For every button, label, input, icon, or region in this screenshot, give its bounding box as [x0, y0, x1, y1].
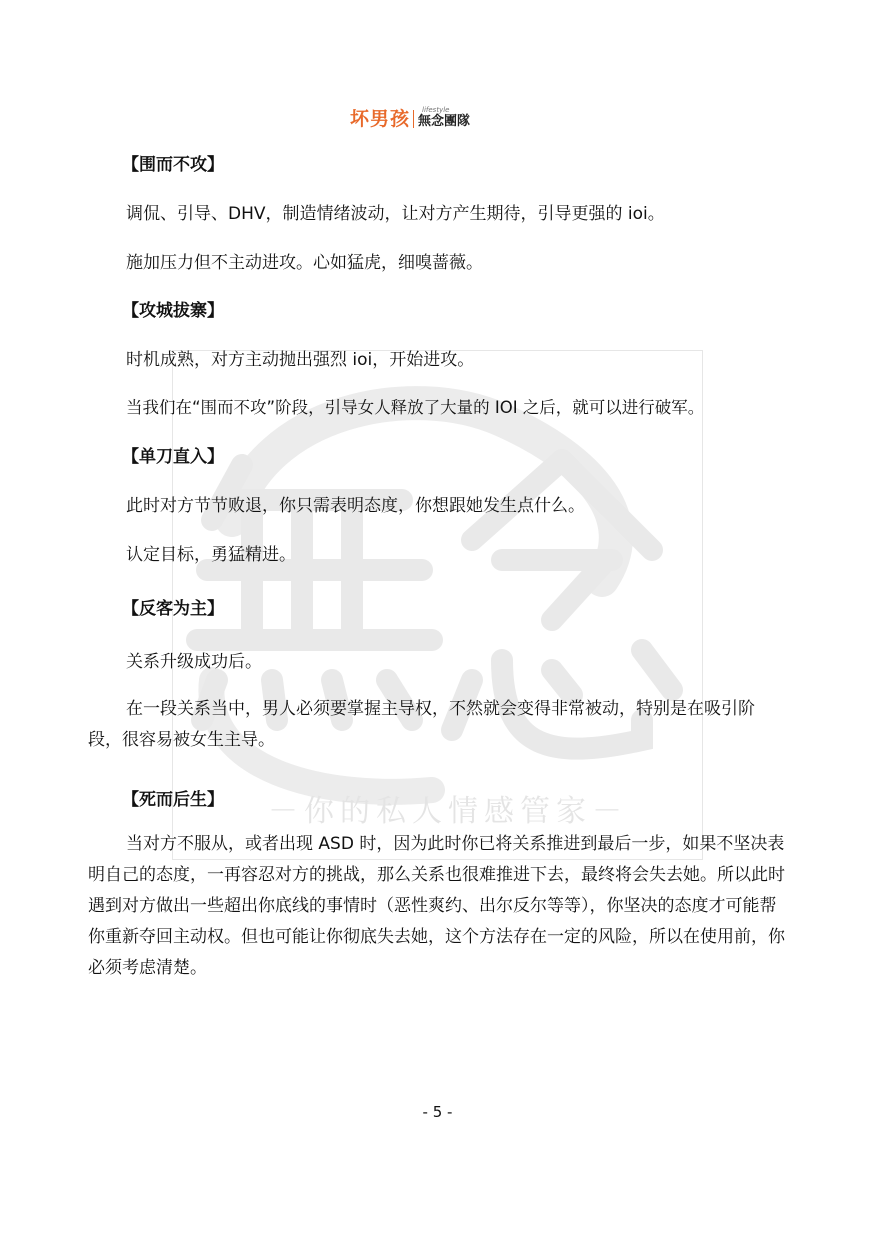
paragraph: 关系升级成功后。: [126, 652, 262, 672]
paragraph: 此时对方节节败退，你只需表明态度，你想跟她发生点什么。: [126, 496, 585, 516]
paragraph: 调侃、引导、DHV，制造情绪波动，让对方产生期待，引导更强的 ioi。: [126, 204, 665, 224]
section-heading: 【死而后生】: [122, 790, 224, 810]
logo-divider: [413, 110, 414, 128]
paragraph: 认定目标，勇猛精进。: [126, 545, 296, 565]
watermark-caption: －你的私人情感管家－: [268, 794, 628, 829]
watermark-logo: [172, 350, 703, 860]
header-logo: [350, 104, 470, 130]
section-heading: 【攻城拔寨】: [122, 301, 224, 321]
section-heading: 【反客为主】: [122, 599, 224, 619]
brand-name: 坏男孩: [350, 108, 411, 130]
paragraph: 时机成熟，对方主动抛出强烈 ioi，开始进攻。: [126, 350, 475, 370]
section-heading: 【单刀直入】: [122, 447, 224, 467]
paragraph: 当对方不服从，或者出现 ASD 时，因为此时你已将关系推进到最后一步，如果不坚决表明自己的态度，一再容忍对方的挑战，那么关系也很难推进下去，最终将会失去她。所以此时遇到对方做出一些超出你底线的事情时（恶性爽约、出尔反尔等等），你坚决的态度才可能帮你重新夺回主动权。但也可能让你彻底失去她，这个方法存在一定的风险，所以在使用前，你必须考虑清楚。: [88, 834, 785, 978]
page-number: - 5 -: [422, 1103, 453, 1121]
paragraph: 在一段关系当中，男人必须要掌握主导权，不然就会变得非常被动，特别是在吸引阶段，很容易被女生主导。: [88, 699, 755, 750]
section-heading: 【围而不攻】: [122, 155, 224, 175]
paragraph: 当我们在“围而不攻”阶段，引导女人释放了大量的 IOI 之后，就可以进行破军。: [126, 398, 705, 417]
brand-tagline: lifestyle: [422, 106, 450, 114]
team-name: 無念團隊: [418, 114, 471, 129]
paragraph: 施加压力但不主动进攻。心如猛虎，细嗅蔷薇。: [126, 253, 483, 273]
logo-right: [418, 106, 470, 130]
